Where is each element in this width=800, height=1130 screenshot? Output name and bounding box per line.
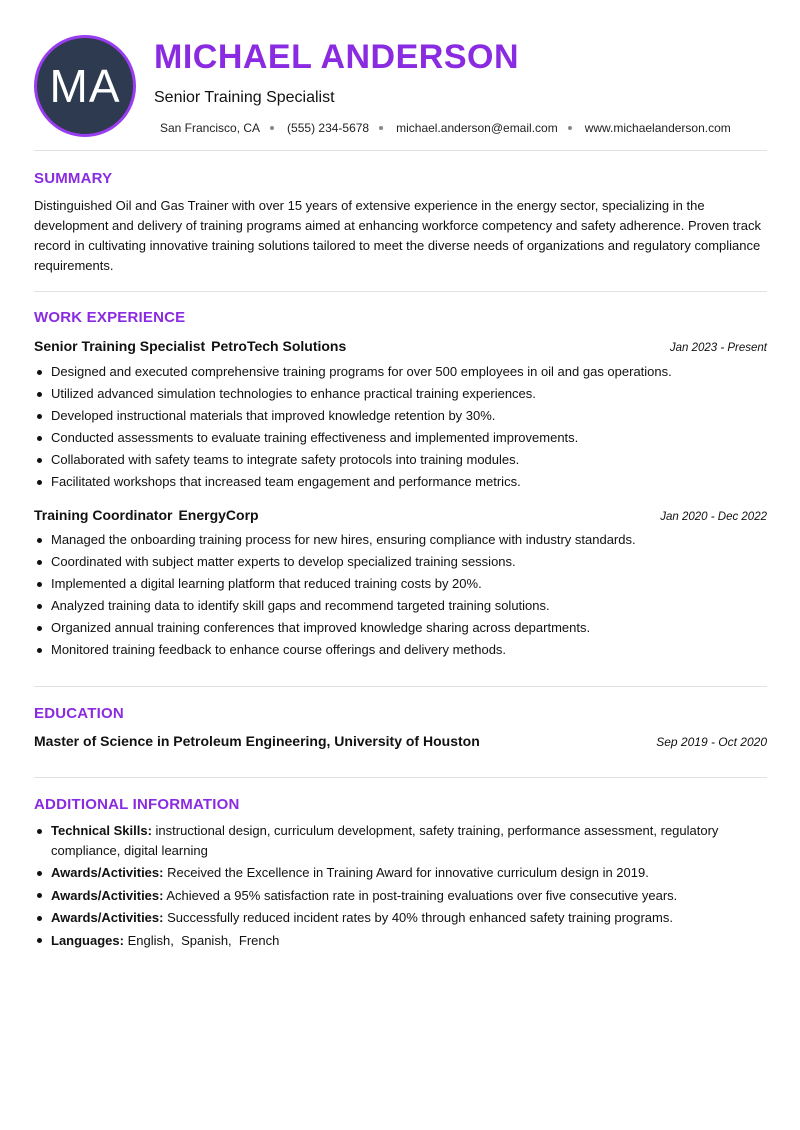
item-text: instructional design, curriculum development, safety training, performance assessment, regulatory compliance, digital learning [51, 823, 719, 858]
list-item: Designed and executed comprehensive training programs for over 500 employees in oil and gas operations. [34, 361, 767, 383]
job-title: Senior Training Specialist [34, 338, 206, 354]
job-header [34, 338, 767, 354]
item-label: Awards/Activities: [51, 910, 164, 925]
item-label: Awards/Activities: [51, 865, 164, 880]
item-text: Received the Excellence in Training Award for innovative curriculum design in 2019. [167, 865, 649, 880]
list-item [34, 931, 767, 951]
list-item: Utilized advanced simulation technologies to enhance practical training experiences. [34, 383, 767, 405]
list-item: Managed the onboarding training process for new hires, ensuring compliance with industry standards. [34, 529, 767, 551]
item-label: Awards/Activities: [51, 887, 164, 903]
list-item: Monitored training feedback to enhance course offerings and delivery methods. [34, 639, 767, 661]
job-title-line [34, 507, 259, 523]
divider [34, 291, 767, 292]
separator-dot [270, 126, 274, 130]
job-company: EnergyCorp [178, 507, 259, 523]
list-item: Facilitated workshops that increased team engagement and performance metrics. [34, 471, 767, 493]
summary-heading: SUMMARY [34, 170, 113, 187]
contact-email[interactable]: michael.anderson@email.com [396, 121, 558, 135]
list-item: Coordinated with subject matter experts to develop specialized training sessions. [34, 551, 767, 573]
contact-line [160, 121, 731, 135]
additional-heading: ADDITIONAL INFORMATION [34, 796, 240, 813]
job-dates: Jan 2020 - Dec 2022 [660, 511, 767, 523]
item-text: Successfully reduced incident rates by 40% through enhanced safety training programs. [167, 910, 673, 925]
education-dates: Sep 2019 - Oct 2020 [656, 735, 767, 749]
education-entry [34, 733, 767, 749]
item-text: Achieved a 95% satisfaction rate in post-training evaluations over five consecutive years. [166, 887, 678, 903]
job-title: Training Coordinator [34, 507, 173, 523]
job-bullets [34, 361, 767, 493]
list-item: Conducted assessments to evaluate training effectiveness and implemented improvements. [34, 427, 767, 449]
list-item: Developed instructional materials that improved knowledge retention by 30%. [34, 405, 767, 427]
job-company: PetroTech Solutions [211, 338, 347, 354]
list-item [34, 886, 767, 906]
divider [34, 777, 767, 778]
item-text: English, Spanish, French [127, 932, 280, 948]
list-item [34, 908, 767, 928]
divider [34, 150, 767, 151]
divider [34, 686, 767, 687]
list-item: Collaborated with safety teams to integrate safety protocols into training modules. [34, 449, 767, 471]
candidate-title: Senior Training Specialist [154, 89, 335, 106]
contact-location: San Francisco, CA [160, 121, 261, 135]
list-item [34, 863, 767, 883]
avatar [34, 35, 136, 137]
list-item: Organized annual training conferences that improved knowledge sharing across departments. [34, 617, 767, 639]
contact-website[interactable]: www.michaelanderson.com [584, 121, 731, 135]
contact-phone[interactable]: (555) 234-5678 [287, 121, 370, 135]
job-dates: Jan 2023 - Present [669, 342, 767, 354]
list-item: Analyzed training data to identify skill gaps and recommend targeted training solutions. [34, 595, 767, 617]
item-label: Languages: [51, 932, 124, 948]
summary-text: Distinguished Oil and Gas Trainer with over 15 years of extensive experience in the energy sector, specializing in the development and delivery of training programs aimed at enhancing workforce competency and safety adherence. Proven track record in cultivating innovative training solutions tailored to meet the diverse needs of organizations and regulatory compliance requirements. [34, 198, 761, 273]
separator-dot [379, 126, 383, 130]
job-title-line [34, 338, 346, 354]
additional-list [34, 821, 767, 953]
education-degree: Master of Science in Petroleum Engineering, University of Houston [34, 733, 480, 749]
separator-dot [568, 126, 572, 130]
experience-heading: WORK EXPERIENCE [34, 309, 186, 326]
candidate-name: MICHAEL ANDERSON [154, 38, 520, 76]
job-header [34, 507, 767, 523]
education-heading: EDUCATION [34, 705, 124, 722]
job-bullets [34, 529, 767, 661]
item-label: Technical Skills: [51, 823, 152, 838]
avatar-initials: MA [49, 60, 121, 112]
list-item [34, 821, 767, 860]
list-item: Implemented a digital learning platform that reduced training costs by 20%. [34, 573, 767, 595]
